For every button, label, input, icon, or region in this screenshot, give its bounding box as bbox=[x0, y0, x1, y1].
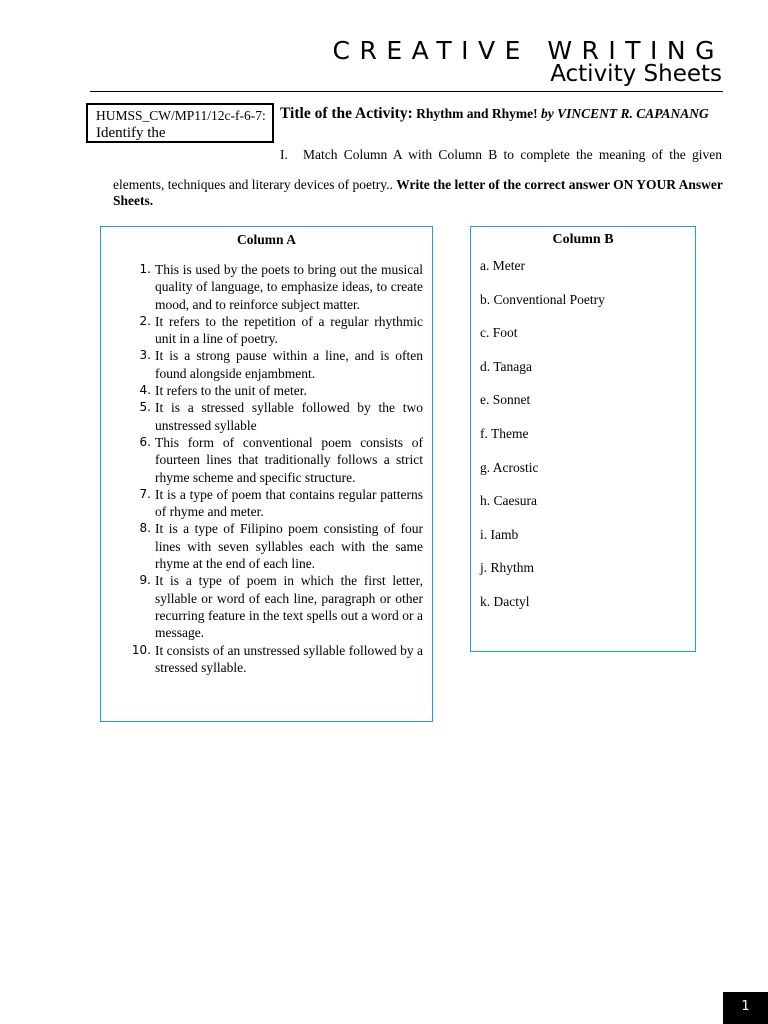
item-text: It consists of an unstressed syllable followed by a stressed syllable. bbox=[155, 642, 423, 675]
item-number: 3. bbox=[139, 348, 151, 363]
instruction-bold: Write the letter of the correct answer ON YOUR Answer Sheets. bbox=[113, 177, 723, 208]
item-text: This is used by the poets to bring out the musical quality of language, to emphasize ideas, to create mood, and to reinforce subject matter. bbox=[155, 262, 423, 312]
column-a-item bbox=[139, 520, 423, 572]
instruction-number: I. bbox=[280, 147, 288, 162]
item-number: 10. bbox=[131, 642, 151, 657]
column-a-list bbox=[131, 261, 423, 676]
column-b-item: a. Meter bbox=[480, 258, 525, 273]
instruction-line-2 bbox=[113, 177, 723, 208]
item-text: It refers to the unit of meter. bbox=[155, 383, 307, 399]
column-b-item: f. Theme bbox=[480, 425, 529, 441]
column-a-item bbox=[139, 572, 423, 641]
item-text: It is a strong pause within a line, and is often found alongside enjambment. bbox=[155, 348, 423, 381]
column-a-item bbox=[131, 642, 423, 677]
activity-name: Rhythm and Rhyme! bbox=[416, 106, 538, 121]
column-b-list bbox=[480, 257, 605, 627]
competency-code: HUMSS_CW/MP11/12c-f-6-7: bbox=[96, 108, 266, 123]
column-a-item bbox=[139, 382, 423, 399]
item-number: 9. bbox=[139, 573, 151, 588]
item-number: 7. bbox=[139, 486, 151, 501]
header-subtitle: Activity Sheets bbox=[550, 61, 722, 87]
column-b-item: e. Sonnet bbox=[480, 392, 531, 408]
column-b-item: d. Tanaga bbox=[480, 358, 533, 374]
item-text: It is a type of poem in which the first letter, syllable or word of each line, paragraph or other recurring feature in the text spells out a word or a message. bbox=[155, 573, 423, 641]
item-number: 5. bbox=[139, 400, 151, 415]
item-number: 6. bbox=[139, 434, 151, 449]
item-number: 8. bbox=[139, 521, 151, 536]
column-a-item bbox=[139, 347, 423, 382]
item-number: 2. bbox=[139, 313, 151, 328]
instruction-text-2: elements, techniques and literary devices of poetry.. bbox=[113, 177, 393, 192]
page-number: 1 bbox=[723, 992, 768, 1024]
column-a-item bbox=[139, 313, 423, 348]
item-text: It is a type of Filipino poem consisting of four lines with seven syllables each with the same rhyme at the end of each line. bbox=[155, 521, 423, 572]
activity-title bbox=[280, 105, 720, 122]
item-text: This form of conventional poem consists of fourteen lines that traditionally follows a strict rhyme scheme and specific structure. bbox=[155, 434, 423, 485]
item-text: It is a stressed syllable followed by the two unstressed syllable bbox=[155, 400, 423, 433]
column-b-item: b. Conventional Poetry bbox=[480, 291, 605, 307]
item-number: 4. bbox=[139, 383, 151, 398]
column-b-item: h. Caesura bbox=[480, 493, 537, 509]
column-a-item bbox=[139, 434, 423, 486]
competency-code-box bbox=[86, 103, 274, 143]
competency-text: Identify the bbox=[96, 125, 166, 141]
instruction-line-1 bbox=[113, 147, 722, 163]
column-a-box bbox=[100, 226, 433, 722]
activity-title-label: Title of the Activity: bbox=[280, 105, 413, 122]
header-divider bbox=[90, 91, 723, 92]
column-b-header: Column B bbox=[552, 232, 614, 247]
header-title: CREATIVE WRITING bbox=[332, 36, 724, 65]
instruction-text-1: Match Column A with Column B to complete the meaning of the given bbox=[303, 147, 722, 162]
column-b-item: k. Dactyl bbox=[480, 593, 530, 609]
item-text: It refers to the repetition of a regular rhythmic unit in a line of poetry. bbox=[155, 313, 423, 347]
activity-author: by VINCENT R. CAPANANG bbox=[541, 106, 709, 121]
column-b-box bbox=[470, 226, 696, 652]
column-a-item bbox=[139, 399, 423, 434]
column-b-item: j. Rhythm bbox=[480, 560, 535, 576]
column-a-header: Column A bbox=[237, 232, 296, 247]
column-b-item: i. Iamb bbox=[480, 526, 519, 542]
column-a-item bbox=[139, 261, 423, 313]
column-b-item: g. Acrostic bbox=[480, 459, 539, 475]
item-number: 1. bbox=[139, 262, 151, 276]
column-b-item: c. Foot bbox=[480, 325, 518, 341]
column-a-item bbox=[139, 486, 423, 521]
item-text: It is a type of poem that contains regular patterns of rhyme and meter. bbox=[155, 486, 423, 520]
